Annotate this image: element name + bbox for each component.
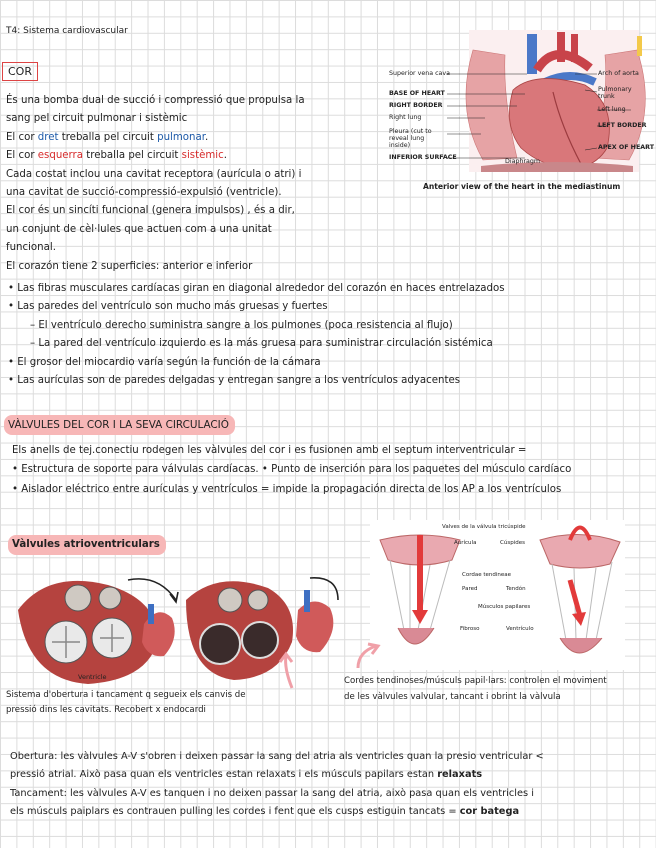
cor-text (6, 92, 305, 276)
list-item: • Las paredes del ventrículo son mucho más gruesas y fuertes (8, 301, 328, 313)
pink-arrow-icon (354, 640, 384, 670)
list-item: – El ventrículo derecho suministra sangre a los pulmones (poca resistencia al flujo) (30, 319, 453, 331)
cor-line: sang pel circuit pulmonar i sistèmic (6, 113, 188, 125)
fig-label: Tendón (506, 586, 526, 592)
label-pleura: Pleura (cut to reveal lung inside) (389, 128, 432, 149)
fig-label: Fibroso (460, 626, 480, 632)
av-heading: Vàlvules atrioventriculars (8, 535, 166, 555)
fig-label: Cúspides (500, 540, 525, 546)
page-title: T4: Sistema cardiovascular (6, 26, 128, 36)
fig-label: Aurícula (454, 540, 477, 546)
heart-facts-list (8, 280, 505, 390)
fig-label: Pared (462, 586, 478, 592)
fig-label: Músculos papilares (478, 604, 531, 610)
tancament-line: els músculs paiplars es contrauen pulling les cordes i fent que els cusps estiguin tancats = cor batega (10, 806, 520, 818)
caption-line: Cordes tendinoses/músculs papil·lars: controlen el moviment (344, 676, 607, 686)
label-left-border: LEFT BORDER (598, 122, 647, 129)
cor-line: Cada costat inclou una cavitat receptora (aurícula o atri) i (6, 168, 302, 180)
cor-line: una cavitat de succió-compressió-expulsió (ventricle). (6, 187, 282, 199)
cor-line: El corazón tiene 2 superficies: anterior e inferior (6, 260, 253, 272)
list-item: – La pared del ventrículo izquierdo es la más gruesa para suministrar circulación sistémica (30, 338, 493, 350)
av-valve-cross-sections (8, 560, 348, 690)
valvules-bullet: • Estructura de soporte para válvulas cardíacas. • Punto de inserción para los paquetes del músculo cardíaco (12, 464, 572, 476)
obertura-line: pressió atrial. Això pasa quan els ventricles estan relaxats i els músculs papilars estan relaxats (10, 769, 483, 781)
chordae-illustration (370, 520, 625, 670)
fig-label: Valves de la válvula tricúspide (442, 524, 526, 530)
heart-figure-caption: Anterior view of the heart in the mediastinum (423, 182, 621, 191)
valvules-intro: Els anells de tej.conectiu rodegen les vàlvules del cor i es fusionen amb el septum interventricular = (12, 445, 527, 456)
label-diaphragm: Diaphragm (505, 158, 541, 165)
cor-line: El cor és un sincíti funcional (genera impulsos) , és a dir, (6, 205, 295, 217)
av-left-caption (6, 688, 246, 718)
label-pulmonary-trunk: Pulmonary trunk (598, 86, 632, 100)
cor-line: És una bomba dual de succió i compressió que propulsa la (6, 95, 305, 106)
label-inferior-surface: INFERIOR SURFACE (389, 154, 457, 161)
list-item: • El grosor del miocardio varía según la función de la cámara (8, 356, 321, 368)
valvules-text (12, 442, 571, 499)
cor-line: funcional. (6, 242, 56, 254)
cor-line: un conjunt de cèl·lules que actuen com a una unitat (6, 223, 272, 235)
label-base-of-heart: BASE OF HEART (389, 90, 445, 97)
fig-label: Cordae tendineae (462, 572, 512, 578)
label-right-border: RIGHT BORDER (389, 102, 443, 109)
valvules-heading: VÀLVULES DEL COR I LA SEVA CIRCULACIÓ (4, 415, 235, 435)
valvules-bullet: • Aislador eléctrico entre aurículas y ventrículos = impide la propagación directa de los AP a los ventrículos (12, 483, 562, 495)
heart-mediastinum-figure (385, 30, 654, 195)
list-item: • Las aurículas son de paredes delgadas y entregan sangre a los ventrículos adyacentes (8, 375, 461, 387)
label-apex-of-heart: APEX OF HEART (598, 144, 654, 151)
cor-dret-line: El cor dret treballa pel circuit pulmonar. (6, 131, 209, 143)
caption-line: pressió dins les cavitats. Recobert x endocardi (6, 705, 206, 715)
cor-esq-line: El cor esquerra treballa pel circuit sistèmic. (6, 150, 227, 162)
label-superior-vena-cava: Superior vena cava (389, 70, 450, 77)
label-right-lung: Right lung (389, 114, 422, 121)
obertura-line: Obertura: les vàlvules A-V s'obren i deixen passar la sang del atria als ventricles quan la presio ventricular < (10, 751, 544, 762)
list-item: • Las fibras musculares cardíacas giran en diagonal alrededor del corazón en haces entrelazados (8, 283, 505, 294)
cor-heading: COR (2, 62, 38, 81)
fig-label: Ventrículo (506, 626, 534, 632)
ventricle-label: Ventricle (78, 673, 107, 681)
label-arch-of-aorta: Arch of aorta (598, 70, 639, 77)
obertura-tancament-text (10, 748, 544, 822)
av-right-caption (344, 673, 607, 705)
tancament-line: Tancament: les vàlvules A-V es tanquen i no deixen passar la sang del atria, això pasa quan els ventricles i (10, 787, 534, 799)
caption-line: Sistema d'obertura i tancament q segueix els canvis de (6, 690, 246, 700)
label-left-lung: Left lung (598, 106, 626, 113)
caption-line: de les vàlvules valvular, tancant i obrint la vàlvula (344, 692, 561, 702)
chordae-figure (370, 520, 625, 670)
